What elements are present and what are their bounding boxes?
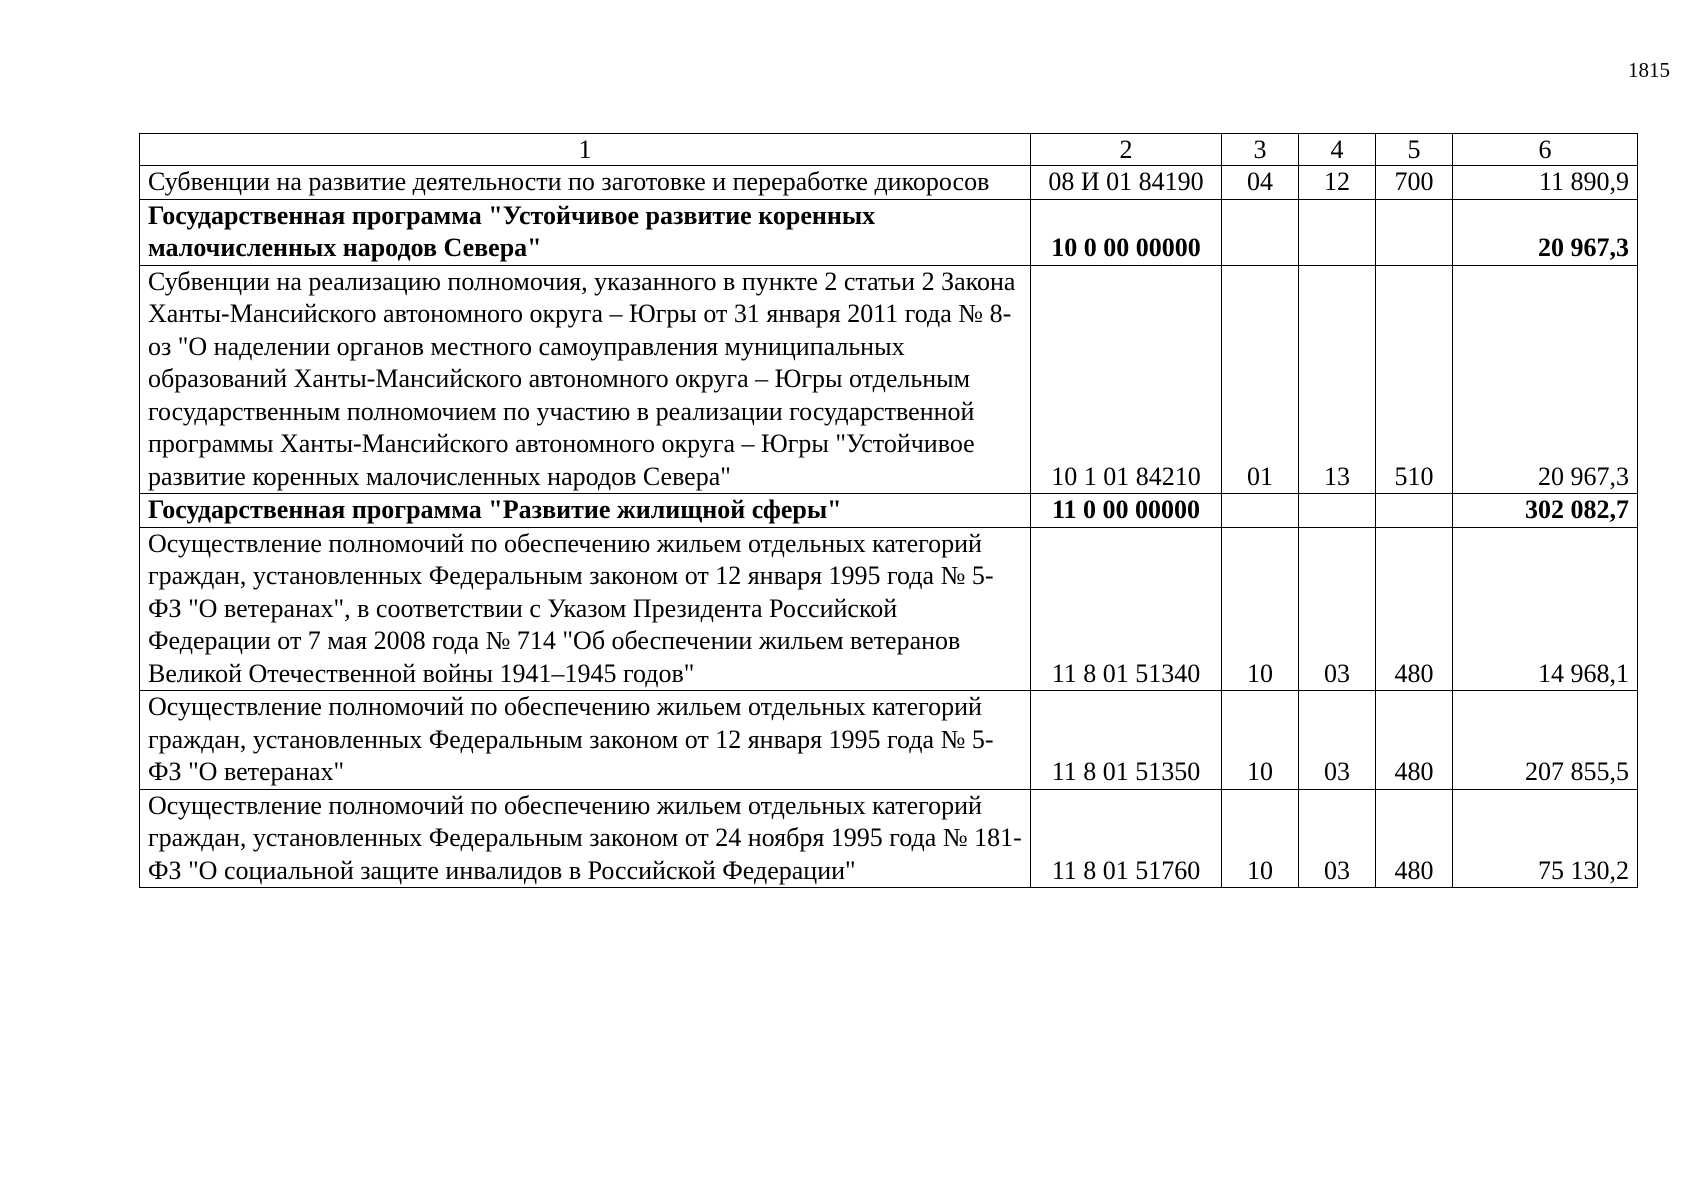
row-amount: 302 082,7 (1453, 494, 1638, 528)
row-target-code: 08 И 01 84190 (1031, 166, 1222, 200)
row-expense-type (1376, 199, 1453, 265)
row-expense-type: 700 (1376, 166, 1453, 200)
row-expense-type: 510 (1376, 265, 1453, 494)
row-description: Осуществление полномочий по обеспечению жильем отдельных категорий граждан, установленных Федеральным законом от 12 января 1995 года № 5-ФЗ "О ветеранах" (140, 691, 1031, 790)
row-target-code: 11 8 01 51350 (1031, 691, 1222, 790)
row-target-code: 11 8 01 51340 (1031, 527, 1222, 691)
row-amount: 20 967,3 (1453, 199, 1638, 265)
row-amount: 20 967,3 (1453, 265, 1638, 494)
row-description: Осуществление полномочий по обеспечению жильем отдельных категорий граждан, установленных Федеральным законом от 24 ноября 1995 года № 181-ФЗ "О социальной защите инвалидов в Российской Федерации" (140, 789, 1031, 888)
row-amount: 75 130,2 (1453, 789, 1638, 888)
table-row (140, 527, 1638, 691)
row-target-code: 10 1 01 84210 (1031, 265, 1222, 494)
row-subsection: 12 (1299, 166, 1376, 200)
row-amount: 11 890,9 (1453, 166, 1638, 200)
row-target-code: 11 8 01 51760 (1031, 789, 1222, 888)
row-description: Государственная программа "Устойчивое развитие коренных малочисленных народов Севера" (140, 199, 1031, 265)
header-cell-5: 5 (1376, 134, 1453, 166)
table-row-program (140, 494, 1638, 528)
table-header-row (140, 134, 1638, 166)
page-number: 1815 (1628, 58, 1670, 82)
row-description: Осуществление полномочий по обеспечению жильем отдельных категорий граждан, установленных Федеральным законом от 12 января 1995 года № 5-ФЗ "О ветеранах", в соответствии с Указом Президента Российской Федерации от 7 мая 2008 года № 714 "Об обеспечении жильем ветеранов Великой Отечественной войны 1941–1945 годов" (140, 527, 1031, 691)
row-expense-type (1376, 494, 1453, 528)
row-section: 01 (1222, 265, 1299, 494)
row-description: Государственная программа "Развитие жилищной сферы" (140, 494, 1031, 528)
row-target-code: 10 0 00 00000 (1031, 199, 1222, 265)
row-subsection: 13 (1299, 265, 1376, 494)
row-subsection (1299, 494, 1376, 528)
table-row (140, 166, 1638, 200)
row-description: Субвенции на реализацию полномочия, указанного в пункте 2 статьи 2 Закона Ханты-Мансийского автономного округа – Югры от 31 января 2011 года № 8-оз "О наделении органов местного самоуправления муниципальных образований Ханты-Мансийского автономного округа – Югры отдельным государственным полномочием по участию в реализации государственной программы Ханты-Мансийского автономного округа – Югры "Устойчивое развитие коренных малочисленных народов Севера" (140, 265, 1031, 494)
row-subsection: 03 (1299, 691, 1376, 790)
budget-table (139, 133, 1638, 888)
row-expense-type: 480 (1376, 527, 1453, 691)
row-expense-type: 480 (1376, 691, 1453, 790)
row-subsection: 03 (1299, 789, 1376, 888)
row-amount: 207 855,5 (1453, 691, 1638, 790)
row-target-code: 11 0 00 00000 (1031, 494, 1222, 528)
row-section (1222, 494, 1299, 528)
row-amount: 14 968,1 (1453, 527, 1638, 691)
row-section: 10 (1222, 789, 1299, 888)
table-row-program (140, 199, 1638, 265)
header-cell-3: 3 (1222, 134, 1299, 166)
row-section (1222, 199, 1299, 265)
row-subsection: 03 (1299, 527, 1376, 691)
row-section: 10 (1222, 527, 1299, 691)
row-expense-type: 480 (1376, 789, 1453, 888)
header-cell-2: 2 (1031, 134, 1222, 166)
row-subsection (1299, 199, 1376, 265)
table-row (140, 691, 1638, 790)
header-cell-1: 1 (140, 134, 1031, 166)
header-cell-4: 4 (1299, 134, 1376, 166)
row-section: 10 (1222, 691, 1299, 790)
table-row (140, 265, 1638, 494)
table-row (140, 789, 1638, 888)
row-description: Субвенции на развитие деятельности по заготовке и переработке дикоросов (140, 166, 1031, 200)
row-section: 04 (1222, 166, 1299, 200)
header-cell-6: 6 (1453, 134, 1638, 166)
